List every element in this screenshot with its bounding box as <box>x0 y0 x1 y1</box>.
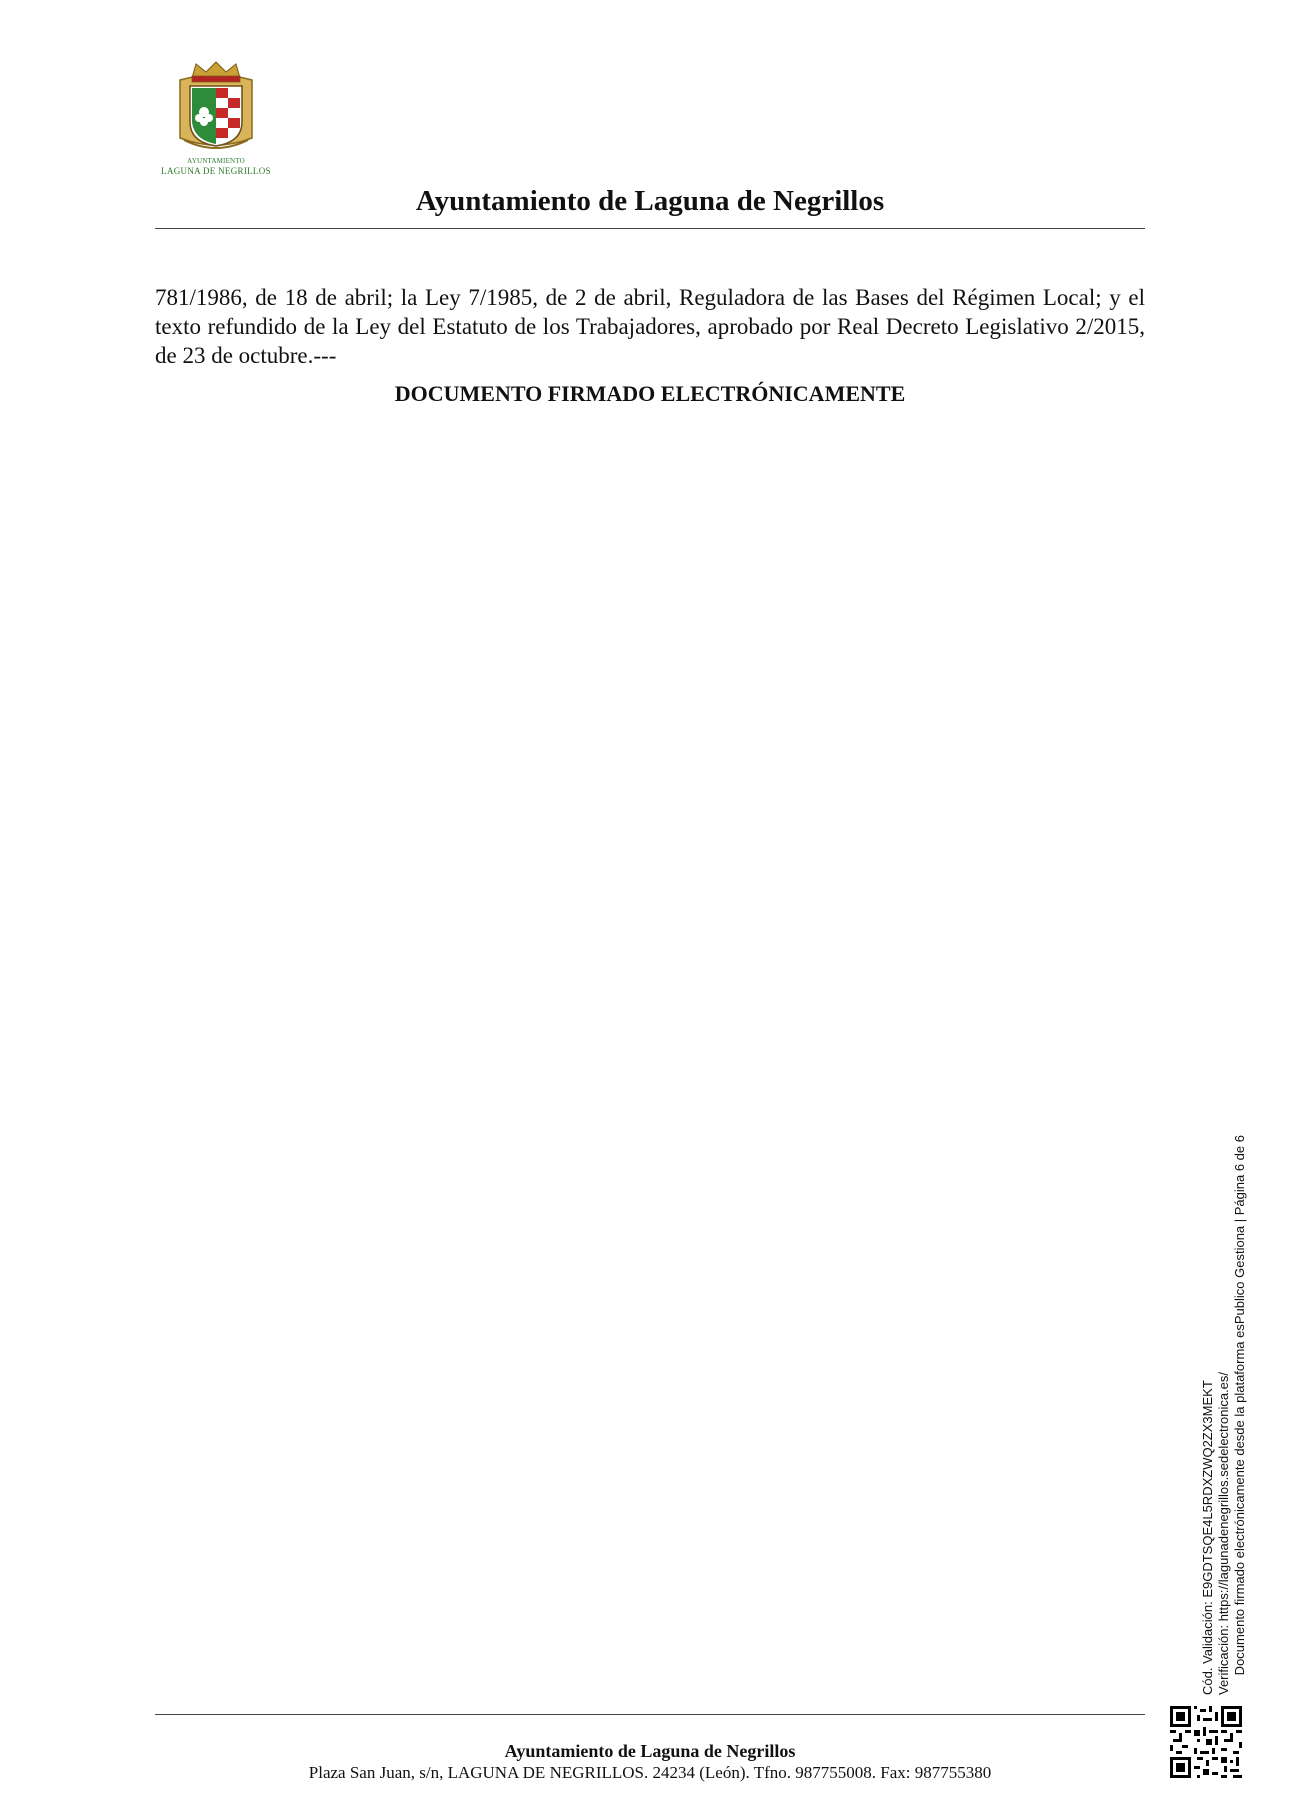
header-divider <box>155 228 1145 229</box>
document-body <box>155 283 1145 370</box>
logo-caption-line2: LAGUNA DE NEGRILLOS <box>161 166 271 176</box>
validation-code: Cód. Validación: E9GDTSQE4L5RDXZWQ2ZX3MEKT <box>1200 1380 1215 1695</box>
verification-url[interactable]: Verificación: https://lagunadenegrillos.sedelectronica.es/ <box>1216 1371 1231 1695</box>
coat-of-arms-logo <box>154 60 278 178</box>
page-header-title: Ayuntamiento de Laguna de Negrillos <box>415 185 885 217</box>
body-paragraph: 781/1986, de 18 de abril; la Ley 7/1985, de 2 de abril, Reguladora de las Bases del Régimen Local; y el texto refundido de la Ley del Estatuto de los Trabajadores, aprobado por Real Decreto Legislativo 2/2015, de 23 de octubre.--- <box>155 285 1145 368</box>
validation-side-note <box>1200 1135 1257 1695</box>
footer-address: Plaza San Juan, s/n, LAGUNA DE NEGRILLOS. 24234 (León). Tfno. 987755008. Fax: 987755380 <box>308 1763 992 1782</box>
logo-caption-line1: AYUNTAMIENTO <box>187 157 245 165</box>
footer-divider <box>155 1714 1145 1715</box>
qr-code-icon <box>1170 1706 1242 1778</box>
footer-title: Ayuntamiento de Laguna de Negrillos <box>504 1741 796 1761</box>
signature-platform-note: Documento firmado electrónicamente desde la plataforma esPublico Gestiona | Página 6 de 6 <box>1232 1135 1247 1676</box>
coat-of-arms-icon <box>174 60 258 156</box>
signed-notice: DOCUMENTO FIRMADO ELECTRÓNICAMENTE <box>394 381 906 406</box>
